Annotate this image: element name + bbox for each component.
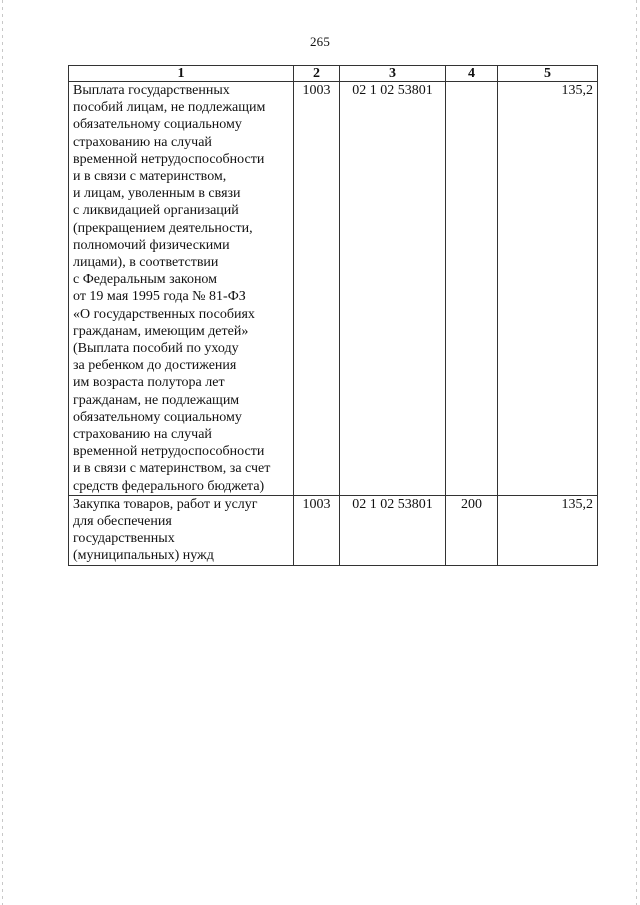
description-line: государственных bbox=[73, 531, 175, 547]
description-line: лицами), в соответствии bbox=[73, 255, 219, 271]
column-header-1: 1 bbox=[69, 66, 294, 82]
description-line: за ребенком до достижения bbox=[73, 358, 237, 374]
description-line: пособий лицам, не подлежащим bbox=[73, 100, 266, 116]
description-line: им возраста полутора лет bbox=[73, 375, 225, 391]
description-line: временной нетрудоспособности bbox=[73, 444, 265, 460]
page-number: 265 bbox=[309, 34, 331, 49]
description-line: Выплата государственных bbox=[73, 83, 230, 98]
description-line: страхованию на случай bbox=[73, 134, 212, 150]
column-header-5: 5 bbox=[498, 66, 598, 82]
row-expense-type-cell bbox=[446, 82, 498, 496]
row-description-cell bbox=[69, 495, 294, 565]
row-amount-cell: 135,2 bbox=[498, 82, 598, 496]
description-line: и в связи с материнством, за счет bbox=[73, 461, 271, 477]
column-header-4: 4 bbox=[446, 66, 498, 82]
description-line: для обеспечения bbox=[73, 514, 172, 530]
description-line: обязательному социальному bbox=[73, 117, 242, 133]
description-line: от 19 мая 1995 года № 81-ФЗ bbox=[73, 289, 246, 305]
description-line: и лицам, уволенным в связи bbox=[73, 186, 241, 202]
description-line: полномочий физическими bbox=[73, 237, 230, 253]
description-line: средств федерального бюджета) bbox=[73, 478, 265, 494]
row-target-article-cell: 02 1 02 53801 bbox=[340, 495, 446, 565]
description-line: с Федеральным законом bbox=[73, 272, 218, 288]
row-section-cell: 1003 bbox=[294, 495, 340, 565]
description-line: гражданам, не подлежащим bbox=[73, 392, 240, 408]
description-line: временной нетрудоспособности bbox=[73, 151, 265, 167]
description-line: страхованию на случай bbox=[73, 427, 212, 443]
table-row bbox=[69, 495, 598, 565]
table-header-row bbox=[69, 66, 598, 82]
description-line: с ликвидацией организаций bbox=[73, 203, 239, 219]
description-line: и в связи с материнством, bbox=[73, 169, 227, 185]
row-amount-cell: 135,2 bbox=[498, 495, 598, 565]
description-line: (Выплата пособий по уходу bbox=[73, 341, 239, 357]
description-line: (муниципальных) нужд bbox=[73, 548, 214, 564]
description-line: «О государственных пособиях bbox=[73, 306, 255, 322]
row-expense-type-cell: 200 bbox=[446, 495, 498, 565]
description-line: (прекращением деятельности, bbox=[73, 220, 253, 236]
scan-edge-left bbox=[2, 0, 3, 905]
description-line: обязательному социальному bbox=[73, 409, 242, 425]
column-header-2: 2 bbox=[294, 66, 340, 82]
description-line: гражданам, имеющим детей» bbox=[73, 323, 249, 339]
scan-edge-right bbox=[636, 0, 637, 905]
column-header-3: 3 bbox=[340, 66, 446, 82]
row-section-cell: 1003 bbox=[294, 82, 340, 496]
description-line: Закупка товаров, работ и услуг bbox=[73, 496, 258, 512]
budget-table bbox=[68, 65, 598, 566]
table-row bbox=[69, 82, 598, 496]
row-target-article-cell: 02 1 02 53801 bbox=[340, 82, 446, 496]
row-description-cell bbox=[69, 82, 294, 496]
